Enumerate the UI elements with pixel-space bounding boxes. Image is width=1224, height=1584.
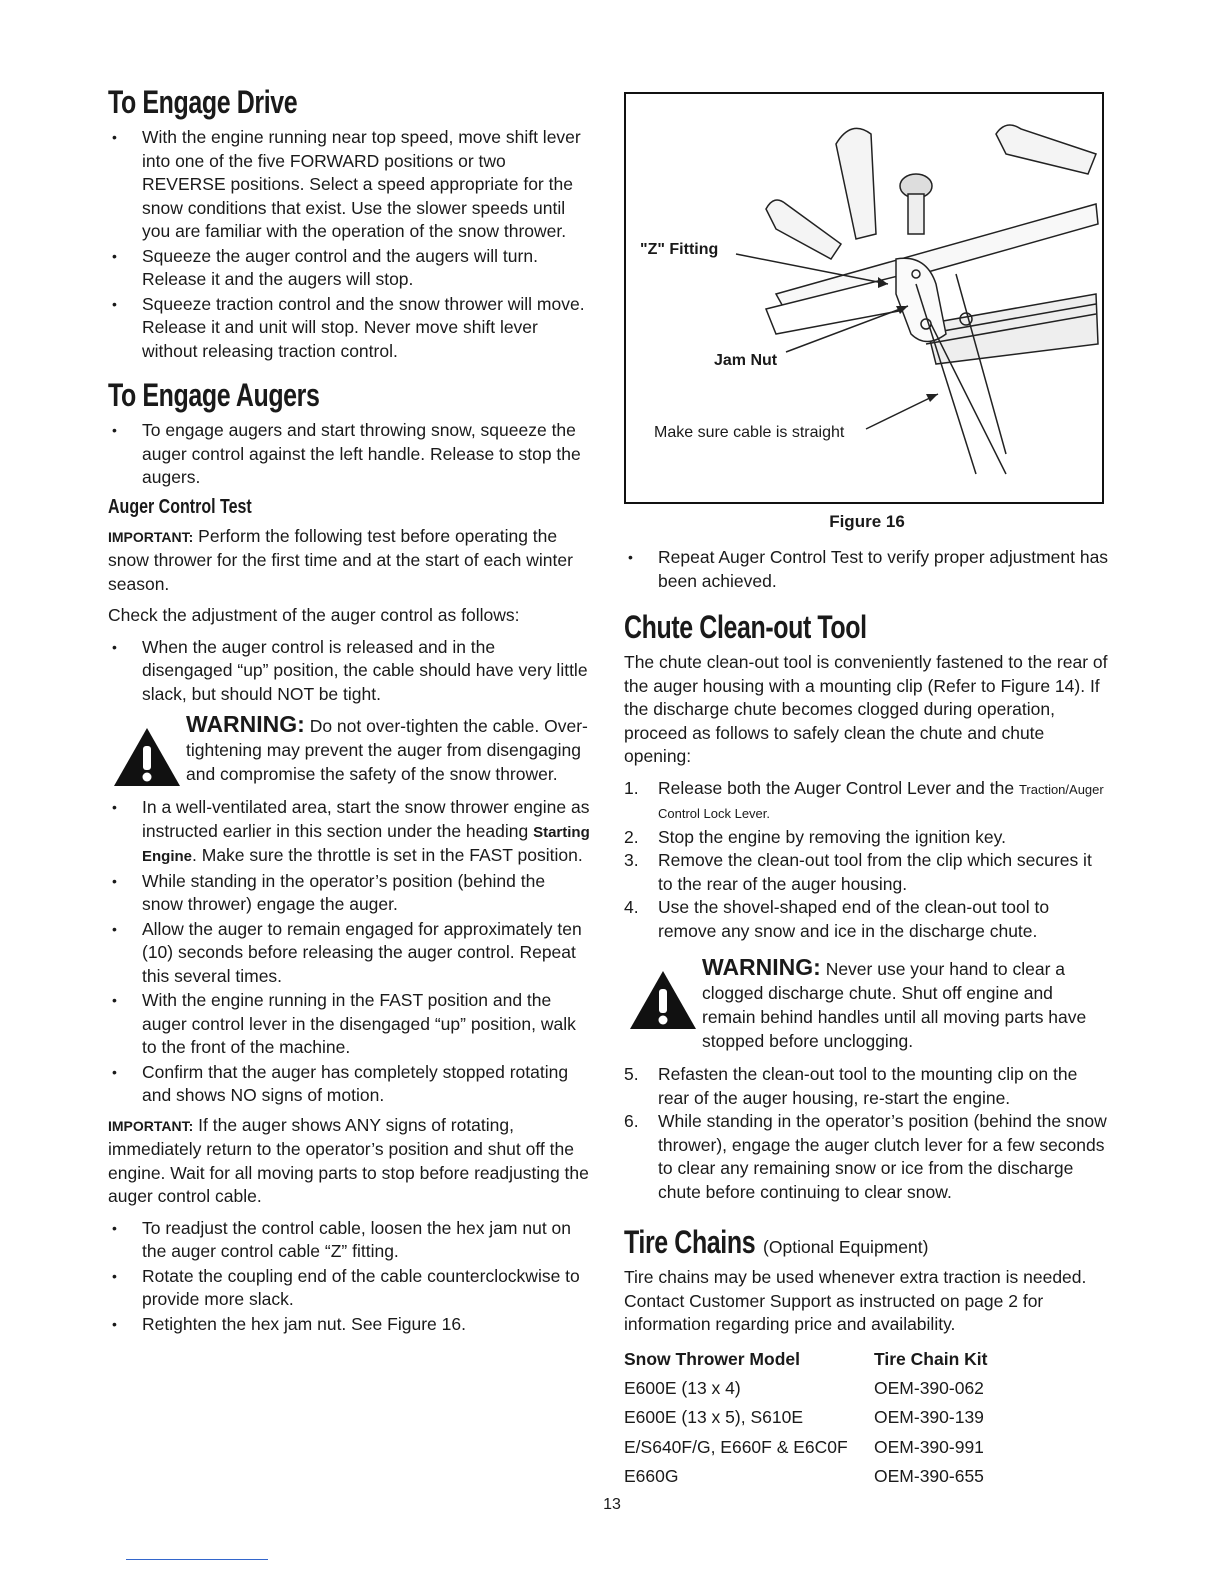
repeat-list — [624, 546, 1110, 593]
table-header — [624, 1345, 1110, 1374]
list-item: • To readjust the control cable, loosen the hex jam nut on the auger control cable “Z” fitting. — [108, 1217, 590, 1264]
step-text: Stop the engine by removing the ignition key. — [658, 826, 1006, 847]
warning-triangle-icon — [628, 969, 698, 1031]
figure-16 — [624, 92, 1104, 504]
list-item: • To engage augers and start throwing snow, squeeze the auger control against the left handle. Release to stop the augers. — [108, 419, 590, 490]
important-label: IMPORTANT: — [108, 528, 194, 545]
heading-engage-drive: To Engage Drive — [108, 84, 298, 120]
table-cell: OEM-390-139 — [874, 1407, 984, 1427]
step-number: 3. — [624, 850, 639, 870]
test-list-2 — [108, 796, 590, 1108]
chute-steps-2 — [624, 1063, 1110, 1204]
figure-caption: Figure 16 — [829, 512, 905, 531]
table-cell: E/S640F/G, E660F & E6C0F — [624, 1436, 848, 1457]
heading-engage-augers: To Engage Augers — [108, 377, 320, 413]
important-note-2 — [108, 1114, 590, 1209]
list-item — [624, 1063, 1110, 1110]
starting-engine-ref: Starting Engine — [142, 823, 590, 865]
table-cell: E660G — [624, 1466, 679, 1486]
step-small-text: Traction/Auger Control Lock Lever. — [658, 781, 1104, 821]
column-header-kit: Tire Chain Kit — [874, 1348, 988, 1369]
step-text: Remove the clean-out tool from the clip which secures it to the rear of the auger housing. — [658, 850, 1092, 894]
list-item: • When the auger control is released and in the disengaged “up” position, the cable should have very little slack, but should NOT be tight. — [108, 636, 590, 707]
table-row — [624, 1462, 1110, 1492]
warning-triangle-icon — [112, 726, 182, 788]
list-item — [624, 1110, 1110, 1204]
step-text: Release both the Auger Control Lever and the — [658, 777, 1019, 798]
list-item: • While standing in the operator’s position (behind the snow thrower) engage the auger. — [108, 870, 590, 917]
table-cell: E600E (13 x 5), S610E — [624, 1407, 803, 1427]
step-number: 1. — [624, 777, 639, 798]
heading-chute-clean-out-tool: Chute Clean-out Tool — [624, 609, 867, 645]
table-row — [624, 1403, 1110, 1433]
warning-text: Never use your hand to clear a clogged discharge chute. Shut off engine and remain behind handles until all moving parts have stopped before unclogging. — [702, 959, 1087, 1051]
column-header-model: Snow Thrower Model — [624, 1348, 800, 1369]
list-item: • With the engine running in the FAST position and the auger control lever in the disengaged “up” position, walk to the front of the machine. — [108, 989, 590, 1060]
list-item — [624, 849, 1110, 896]
warning-title: WARNING: — [186, 711, 305, 737]
table-cell: OEM-390-062 — [874, 1377, 984, 1398]
table-cell: OEM-390-655 — [874, 1466, 984, 1486]
list-item — [624, 777, 1110, 826]
test-list-3 — [108, 1217, 590, 1337]
list-item: • Squeeze the auger control and the augers will turn. Release it and the augers will stop. — [108, 245, 590, 292]
list-item: • Squeeze traction control and the snow thrower will move. Release it and unit will stop. Never move shift lever without releasing traction control. — [108, 293, 590, 364]
engage-drive-list — [108, 126, 590, 363]
footer-link-underline — [126, 1559, 268, 1560]
check-text: Check the adjustment of the auger control as follows: — [108, 605, 520, 625]
page-number: 13 — [603, 1496, 621, 1513]
list-item — [624, 826, 1110, 850]
heading-auger-control-test: Auger Control Test — [108, 495, 252, 518]
warning-title: WARNING: — [702, 954, 821, 980]
chute-steps — [624, 777, 1110, 944]
step-number: 4. — [624, 897, 639, 917]
important-label: IMPORTANT: — [108, 1117, 194, 1134]
list-item: • With the engine running near top speed, move shift lever into one of the five FORWARD positions or two REVERSE positions. Select a speed appropriate for the snow conditions that exist. Use the slower speeds until you are familiar with the operation of the snow thrower. — [108, 126, 590, 244]
heading-tire-chains: Tire Chains — [624, 1224, 756, 1260]
step-number: 5. — [624, 1064, 639, 1084]
table-row — [624, 1433, 1110, 1463]
jam-nut-label: Jam Nut — [714, 352, 778, 369]
step-number: 6. — [624, 1111, 639, 1131]
tire-chains-heading-row — [624, 1220, 1110, 1266]
list-item-text: In a well-ventilated area, start the snow thrower engine as instructed earlier in this section under the heading — [142, 797, 590, 841]
tire-chain-table — [624, 1345, 1110, 1492]
important-note — [108, 525, 590, 597]
list-item-text: . Make sure the throttle is set in the FAST position. — [192, 845, 583, 865]
warning-block — [108, 712, 590, 786]
engage-augers-list — [108, 419, 590, 490]
step-text: Use the shovel-shaped end of the clean-out tool to remove any snow and ice in the discharge chute. — [658, 897, 1050, 941]
important-text: Perform the following test before operating the snow thrower for the first time and at the start of each winter season. — [108, 525, 573, 594]
list-item: • Rotate the coupling end of the cable counterclockwise to provide more slack. — [108, 1265, 590, 1312]
step-text: While standing in the operator’s position (behind the snow thrower), engage the auger clutch lever for a few seconds to clear any remaining snow or ice from the discharge chute before continuing to clear snow. — [658, 1111, 1107, 1202]
left-column — [108, 80, 590, 1342]
list-item — [624, 896, 1110, 943]
table-cell: OEM-390-991 — [874, 1436, 984, 1457]
table-row — [624, 1374, 1110, 1404]
list-item: • Repeat Auger Control Test to verify proper adjustment has been achieved. — [624, 546, 1110, 593]
step-number: 2. — [624, 826, 639, 847]
z-fitting-label: "Z" Fitting — [640, 241, 719, 258]
list-item: • Confirm that the auger has completely stopped rotating and shows NO signs of motion. — [108, 1061, 590, 1108]
table-cell: E600E (13 x 4) — [624, 1377, 741, 1398]
test-list-1 — [108, 636, 590, 707]
cable-straight-note: Make sure cable is straight — [654, 424, 845, 441]
list-item: • Retighten the hex jam nut. See Figure 16. — [108, 1313, 590, 1337]
right-column — [624, 92, 1110, 1492]
optional-equipment-label: (Optional Equipment) — [758, 1237, 929, 1257]
list-item — [108, 796, 590, 869]
tire-chains-intro: Tire chains may be used whenever extra traction is needed. Contact Customer Support as instructed on page 2 for information regarding price and availability. — [624, 1267, 1087, 1334]
important-text: If the auger shows ANY signs of rotating, immediately return to the operator’s position and shut off the engine. Wait for all moving parts to stop before readjusting the auger control cable. — [108, 1114, 589, 1206]
step-text: Refasten the clean-out tool to the mounting clip on the rear of the auger housing, re-start the engine. — [658, 1064, 1078, 1108]
warning-text: Do not over-tighten the cable. Over-tightening may prevent the auger from disengaging and compromise the safety of the snow thrower. — [186, 716, 588, 784]
chute-intro: The chute clean-out tool is conveniently fastened to the rear of the auger housing with a mounting clip (Refer to Figure 14). If the discharge chute becomes clogged during operation, proceed as follows to safely clean the chute and chute opening: — [624, 652, 1108, 766]
chute-warning-block — [624, 955, 1110, 1053]
list-item: • Allow the auger to remain engaged for approximately ten (10) seconds before releasing the auger control. Repeat this several times. — [108, 918, 590, 989]
